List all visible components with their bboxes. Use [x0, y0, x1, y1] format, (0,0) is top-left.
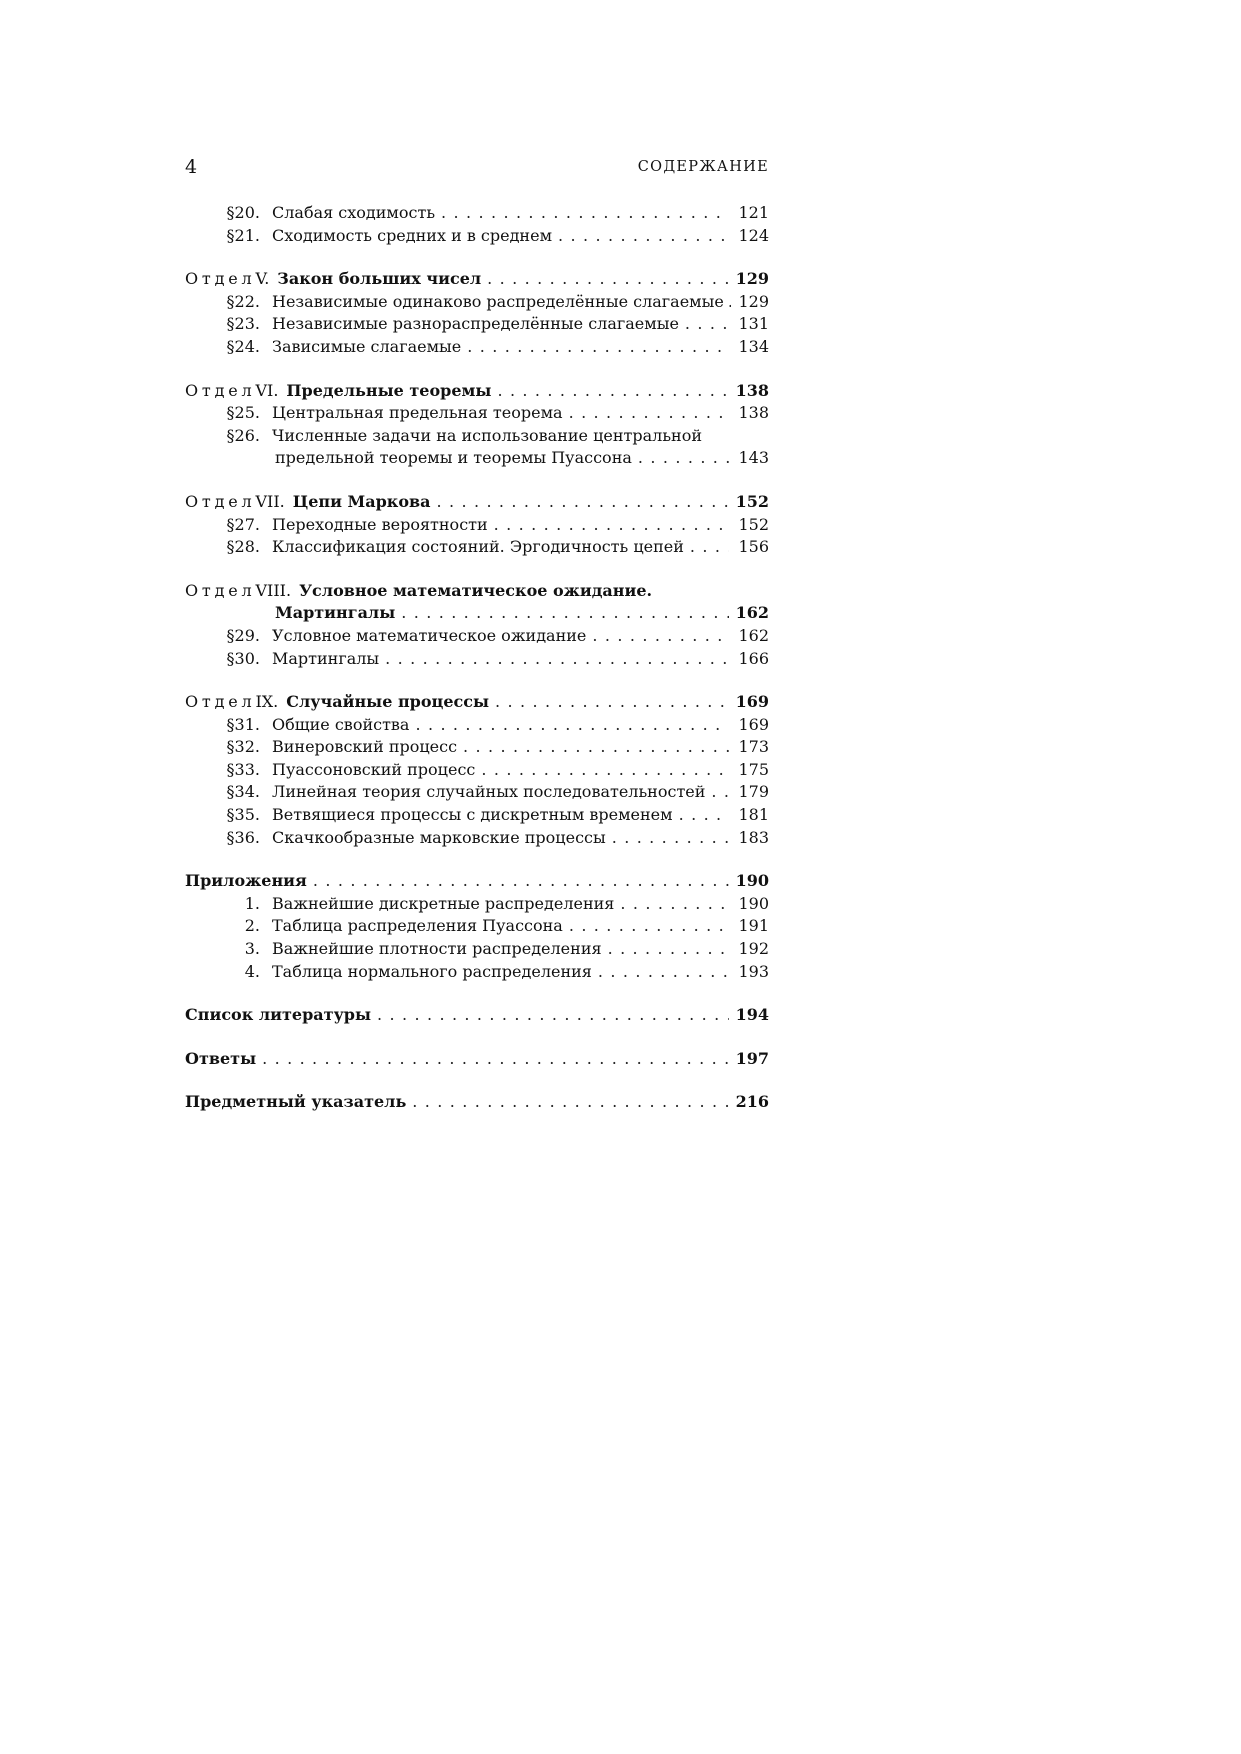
leader-dots [497, 380, 729, 403]
division-title: Цепи Маркова [292, 491, 431, 511]
leader-dots [481, 759, 729, 782]
answers-title: Ответы [185, 1048, 257, 1068]
section-title-continued: предельной теоремы и теоремы Пуассона [275, 448, 632, 468]
section-title: Переходные вероятности [272, 514, 488, 534]
page-ref: 143 [738, 448, 769, 468]
section-number: §21. [226, 225, 260, 245]
division-number: VII. [255, 491, 285, 511]
division-number: IX. [255, 692, 279, 712]
toc-entry[interactable] [185, 291, 769, 314]
leader-dots [412, 1091, 729, 1114]
page-ref: 173 [738, 737, 769, 757]
leader-dots [728, 291, 731, 314]
toc-entry[interactable] [185, 402, 769, 425]
page-ref: 138 [738, 403, 769, 423]
page-ref: 169 [738, 714, 769, 734]
division-prefix: Отдел [185, 692, 256, 712]
page-ref: 152 [735, 491, 769, 511]
section-number: §20. [226, 203, 260, 222]
leader-dots [558, 225, 729, 248]
section-title: Скачкообразные марковские процессы [272, 827, 606, 847]
section-number: §30. [226, 648, 260, 668]
section-title: Независимые одинаково распределённые слагаемые [272, 291, 724, 311]
toc-entry-first-line[interactable] [185, 425, 769, 448]
division-title: Случайные процессы [286, 692, 490, 712]
toc-appendix[interactable] [185, 938, 769, 961]
page-ref: 190 [738, 893, 769, 913]
section-title: Независимые разнораспределённые слагаемые [272, 314, 679, 334]
section-number: §31. [226, 714, 260, 734]
toc-entry[interactable] [185, 336, 769, 359]
toc-index[interactable] [185, 1091, 769, 1114]
page-ref: 194 [735, 1005, 769, 1025]
page-ref: 192 [738, 939, 769, 959]
toc-entry[interactable] [185, 225, 769, 248]
appendix-title: Важнейшие дискретные распределения [272, 893, 615, 913]
toc-entry[interactable] [185, 827, 769, 850]
leader-dots [415, 714, 729, 737]
leader-dots [487, 268, 729, 291]
appendix-title: Таблица нормального распределения [272, 961, 592, 981]
leader-dots [377, 1004, 729, 1027]
section-title: Сходимость средних и в среднем [272, 225, 553, 245]
section-number: §34. [226, 782, 260, 802]
section-title: Ветвящиеся процессы с дискретным временем [272, 805, 673, 825]
section-title: Мартингалы [272, 648, 380, 668]
toc-entry[interactable] [185, 514, 769, 537]
toc-appendix[interactable] [185, 961, 769, 984]
page-ref: 190 [735, 871, 769, 891]
section-title: Условное математическое ожидание [272, 625, 587, 645]
page-ref: 193 [738, 961, 769, 981]
leader-dots [612, 827, 729, 850]
division-title: Закон больших чисел [277, 269, 482, 289]
appendix-number: 4. [244, 961, 260, 981]
running-title: СОДЕРЖАНИЕ [637, 159, 769, 175]
section-number: §32. [226, 737, 260, 757]
leader-dots [463, 736, 729, 759]
leader-dots [685, 313, 729, 336]
toc-division[interactable] [185, 691, 769, 714]
page-ref: 175 [738, 759, 769, 779]
page-ref: 191 [738, 916, 769, 936]
leader-dots [569, 915, 729, 938]
section-title: Центральная предельная теорема [272, 403, 563, 423]
page-ref: 129 [735, 269, 769, 289]
bibliography-title: Список литературы [185, 1005, 372, 1025]
page-ref: 183 [738, 827, 769, 847]
index-title: Предметный указатель [185, 1092, 407, 1112]
leader-dots [313, 870, 729, 893]
toc-entry[interactable] [185, 781, 769, 804]
division-prefix: Отдел [185, 380, 256, 400]
leader-dots [467, 336, 729, 359]
section-number: §23. [226, 314, 260, 334]
division-number: VI. [255, 380, 279, 400]
toc-entry[interactable] [185, 536, 769, 559]
toc-division-continuation[interactable] [185, 602, 769, 625]
section-number: §28. [226, 537, 260, 557]
appendices-title: Приложения [185, 871, 307, 891]
leader-dots [437, 491, 730, 514]
toc-appendices[interactable] [185, 870, 769, 893]
section-title: Зависимые слагаемые [272, 336, 462, 356]
leader-dots [598, 961, 729, 984]
toc-entry-continuation[interactable] [185, 447, 769, 470]
leader-dots [494, 514, 729, 537]
toc-division[interactable] [185, 380, 769, 403]
toc-appendix[interactable] [185, 915, 769, 938]
page-ref: 216 [735, 1092, 769, 1112]
page-ref: 129 [738, 291, 769, 311]
section-number: §22. [226, 291, 260, 311]
section-number: §33. [226, 759, 260, 779]
page-ref: 162 [738, 625, 769, 645]
section-number: §24. [226, 336, 260, 356]
appendix-title: Таблица распределения Пуассона [272, 916, 563, 936]
leader-dots [441, 202, 729, 225]
toc-division[interactable] [185, 268, 769, 291]
division-number: VIII. [255, 580, 292, 600]
page-number: 4 [185, 156, 198, 178]
leader-dots [679, 804, 729, 827]
appendix-number: 2. [244, 916, 260, 936]
page-ref: 134 [738, 336, 769, 356]
page-ref: 124 [738, 225, 769, 245]
toc-entry[interactable] [185, 625, 769, 648]
page-ref: 166 [738, 648, 769, 668]
leader-dots [608, 938, 729, 961]
page-ref: 121 [738, 203, 769, 222]
page-ref: 156 [738, 537, 769, 557]
section-title: Численные задачи на использование центральной [272, 425, 702, 445]
leader-dots [495, 691, 729, 714]
page-ref: 152 [738, 514, 769, 534]
section-title: Общие свойства [272, 714, 410, 734]
section-number: §26. [226, 425, 260, 445]
appendix-number: 1. [244, 893, 260, 913]
toc-division-first-line[interactable] [185, 580, 769, 603]
leader-dots [401, 602, 729, 625]
section-number: §35. [226, 805, 260, 825]
page-header [185, 156, 769, 184]
page-ref: 197 [735, 1048, 769, 1068]
section-title: Слабая сходимость [272, 203, 436, 222]
division-prefix: Отдел [185, 491, 256, 511]
toc-entry[interactable] [185, 714, 769, 737]
page-ref: 179 [738, 782, 769, 802]
section-title: Классификация состояний. Эргодичность цепей [272, 537, 684, 557]
toc-division[interactable] [185, 491, 769, 514]
toc-answers[interactable] [185, 1048, 769, 1071]
leader-dots [620, 893, 729, 916]
leader-dots [385, 648, 729, 671]
page-ref: 131 [738, 314, 769, 334]
leader-dots [638, 447, 729, 470]
division-title: Условное математическое ожидание. [299, 580, 653, 600]
toc-appendix[interactable] [185, 893, 769, 916]
table-of-contents [185, 202, 769, 1114]
division-prefix: Отдел [185, 269, 256, 289]
page-ref: 169 [735, 692, 769, 712]
toc-entry[interactable] [185, 736, 769, 759]
section-title: Винеровский процесс [272, 737, 458, 757]
toc-bibliography[interactable] [185, 1004, 769, 1027]
section-number: §27. [226, 514, 260, 534]
division-title: Предельные теоремы [286, 380, 492, 400]
leader-dots [690, 536, 729, 559]
toc-entry[interactable] [185, 759, 769, 782]
page-ref: 162 [735, 603, 769, 623]
leader-dots [711, 781, 729, 804]
section-number: §36. [226, 827, 260, 847]
leader-dots [262, 1048, 729, 1071]
division-prefix: Отдел [185, 580, 256, 600]
page-ref: 181 [738, 805, 769, 825]
division-title-continued: Мартингалы [275, 603, 396, 623]
toc-entry[interactable] [185, 804, 769, 827]
section-number: §29. [226, 625, 260, 645]
appendix-title: Важнейшие плотности распределения [272, 939, 602, 959]
leader-dots [569, 402, 729, 425]
section-title: Линейная теория случайных последовательностей [272, 782, 706, 802]
section-number: §25. [226, 403, 260, 423]
appendix-number: 3. [244, 939, 260, 959]
toc-entry[interactable] [185, 313, 769, 336]
leader-dots [592, 625, 729, 648]
toc-entry[interactable] [185, 648, 769, 671]
page-ref: 138 [735, 380, 769, 400]
toc-entry[interactable] [185, 202, 769, 225]
section-title: Пуассоновский процесс [272, 759, 476, 779]
division-number: V. [255, 269, 270, 289]
